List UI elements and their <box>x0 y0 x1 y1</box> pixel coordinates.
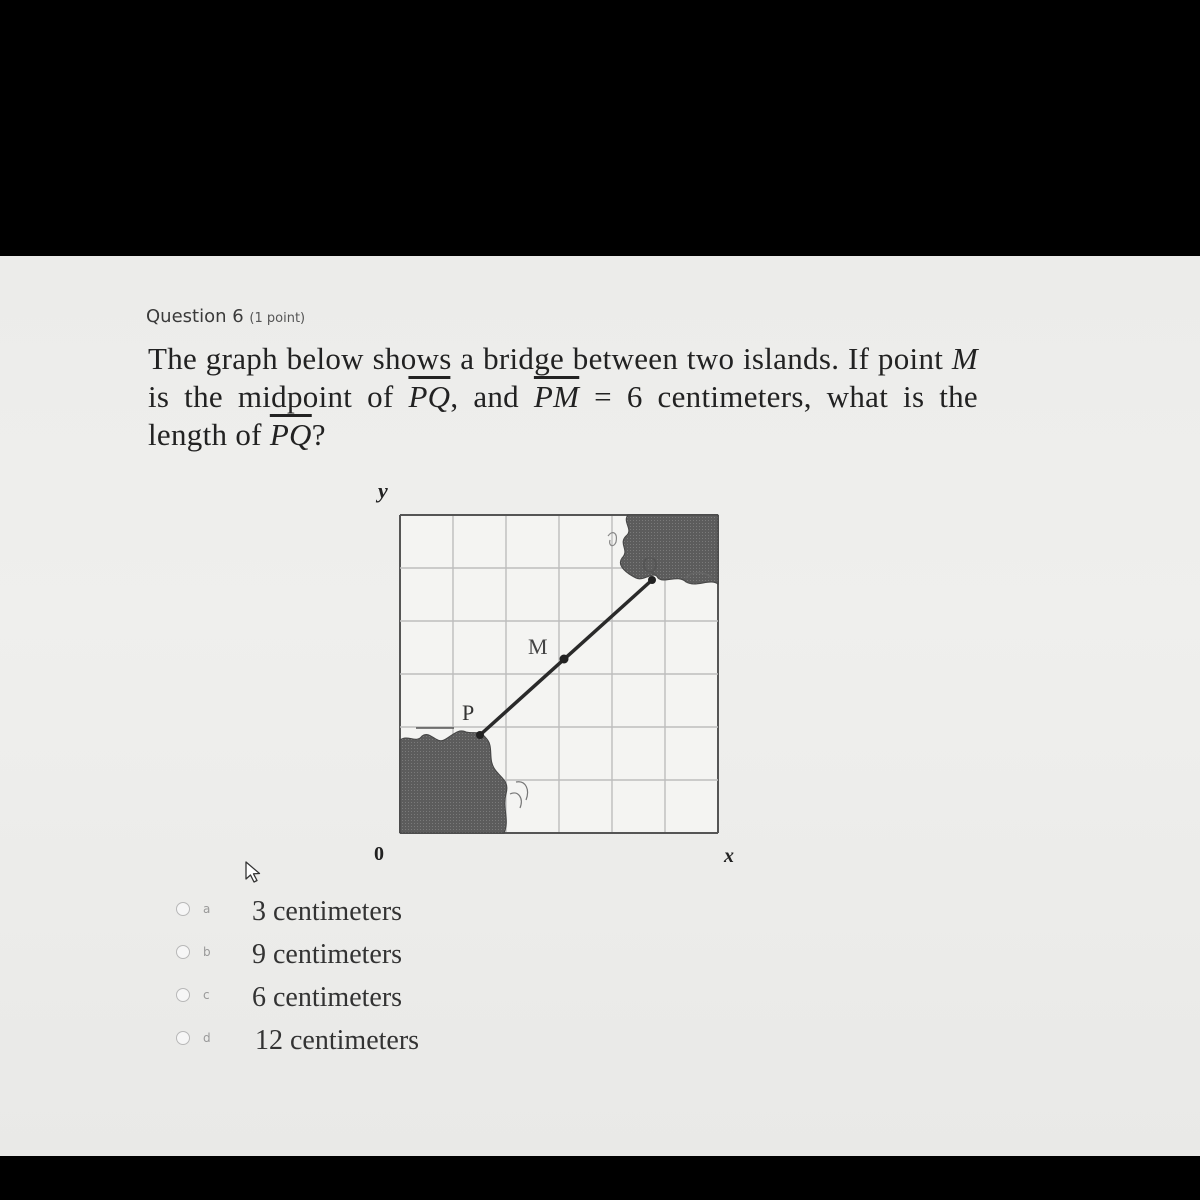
quiz-screen <box>0 256 1200 1156</box>
radio-button[interactable] <box>176 1031 190 1045</box>
x-axis-label: x <box>724 845 734 867</box>
radio-button[interactable] <box>176 945 190 959</box>
option-letter: a <box>203 902 211 916</box>
point-p-dot <box>476 731 484 739</box>
question-text-part: , and <box>450 379 534 414</box>
option-text: 12 centimeters <box>255 1025 420 1056</box>
question-points: (1 point) <box>249 311 306 326</box>
point-m-dot <box>560 655 569 664</box>
label-q: Q <box>642 552 658 577</box>
question-header <box>146 306 305 327</box>
radio-button[interactable] <box>176 988 190 1002</box>
label-m: M <box>528 634 548 659</box>
point-q-dot <box>648 576 656 584</box>
mouse-pointer-icon <box>244 860 264 884</box>
question-label: Question 6 <box>146 306 244 327</box>
segment-name: $\overline{PQ}$ <box>269 417 312 452</box>
question-text-part: ? <box>311 417 326 452</box>
bridge-graph <box>360 478 760 878</box>
segment-name: $\overline{PM}$ <box>533 379 580 414</box>
option-text: 6 centimeters <box>252 982 403 1013</box>
question-text-part: = 6 centimeters, what is the length of <box>148 379 978 452</box>
option-text: 3 centimeters <box>252 896 403 927</box>
option-letter: d <box>203 1031 211 1045</box>
segment-name: $\overline{PQ}$ <box>408 379 451 414</box>
variable-name: M <box>951 341 978 376</box>
origin-label: 0 <box>374 843 384 865</box>
question-text <box>148 340 978 454</box>
option-text: 9 centimeters <box>252 939 403 970</box>
question-text-part: The graph below shows a bridge between two islands. If point <box>148 341 952 376</box>
option-letter: b <box>203 945 211 959</box>
question-text-part: is the midpoint of <box>148 379 409 414</box>
radio-button[interactable] <box>176 902 190 916</box>
option-letter: c <box>203 988 210 1002</box>
label-p: P <box>462 700 475 725</box>
y-axis-label: y <box>378 478 388 503</box>
